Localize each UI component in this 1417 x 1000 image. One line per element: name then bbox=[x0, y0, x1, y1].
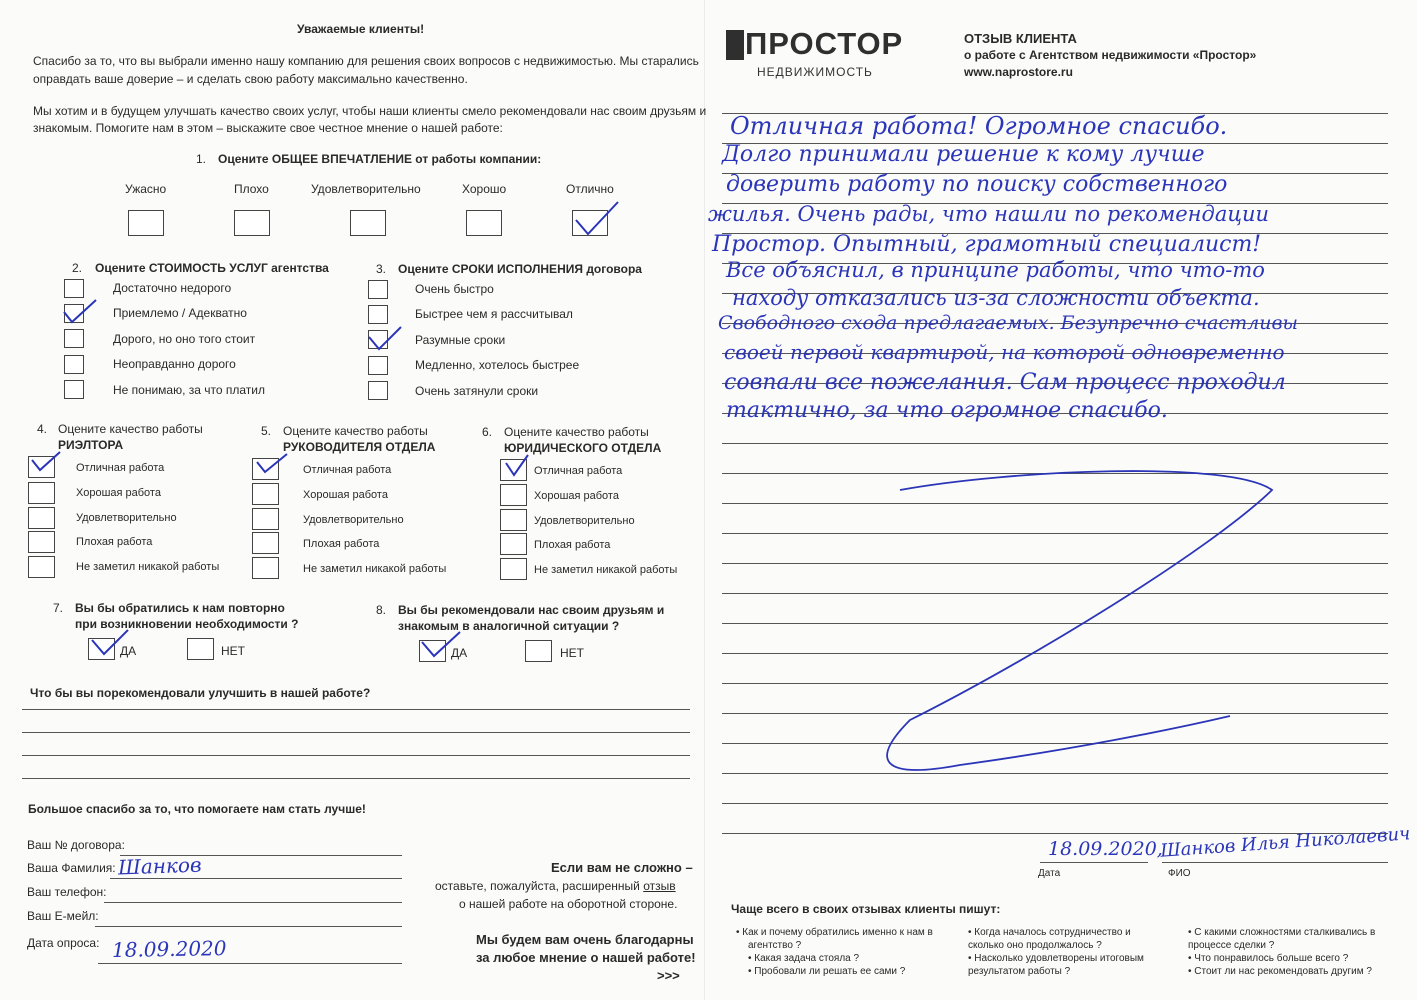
handwritten-review-line: Отличная работа! Огромное спасибо. bbox=[730, 112, 1228, 140]
q7-no-checkbox[interactable] bbox=[187, 638, 214, 660]
prompt-item: • С какими сложностями сталкивались в процессе сделки ? bbox=[1188, 927, 1376, 951]
q3-checkbox[interactable] bbox=[368, 305, 388, 324]
handwritten-review-line: находу отказались из-за сложности объекта. bbox=[732, 286, 1260, 310]
writing-line[interactable] bbox=[722, 713, 1388, 714]
writing-line[interactable] bbox=[722, 653, 1388, 654]
answer-line[interactable] bbox=[22, 732, 690, 733]
writing-line[interactable] bbox=[722, 593, 1388, 594]
q1-option-label: Плохо bbox=[234, 182, 269, 196]
writing-line[interactable] bbox=[722, 773, 1388, 774]
date-signature-line[interactable] bbox=[1040, 862, 1148, 863]
handwritten-review-line: Все объяснил, в принципе работы, что что-то bbox=[726, 258, 1265, 282]
q5-option-label: Плохая работа bbox=[303, 538, 380, 550]
prompt-item: • Что понравилось больше всего ? bbox=[1188, 953, 1349, 964]
q2-option-label: Дорого, но оно того стоит bbox=[113, 332, 256, 346]
q6-checkbox[interactable] bbox=[500, 509, 527, 531]
fio-caption: ФИО bbox=[1168, 868, 1191, 879]
q3-title: Оцените СРОКИ ИСПОЛНЕНИЯ договора bbox=[398, 262, 642, 276]
q8-no-checkbox[interactable] bbox=[525, 640, 552, 662]
q4-option-label: Хорошая работа bbox=[76, 487, 161, 499]
q6-option-label: Плохая работа bbox=[534, 539, 611, 551]
q6-checkbox[interactable] bbox=[500, 533, 527, 555]
q6-checkbox[interactable] bbox=[500, 484, 527, 506]
q7-yes-checkbox-checked[interactable] bbox=[88, 638, 115, 660]
q1-checkbox[interactable] bbox=[350, 210, 386, 236]
phone-label: Ваш телефон: bbox=[27, 885, 107, 899]
review-header-url[interactable]: www.naprostore.ru bbox=[964, 65, 1073, 79]
handwritten-signature-date: 18.09.2020, bbox=[1048, 838, 1163, 860]
answer-line[interactable] bbox=[22, 778, 690, 779]
writing-line[interactable] bbox=[722, 563, 1388, 564]
answer-line[interactable] bbox=[22, 709, 690, 710]
q3-number: 3. bbox=[376, 262, 387, 276]
improve-question: Что бы вы порекомендовали улучшить в нашей работе? bbox=[30, 686, 371, 700]
q4-option-label: Плохая работа bbox=[76, 536, 153, 548]
thanks-text: Большое спасибо за то, что помогаете нам стать лучше! bbox=[28, 802, 366, 816]
writing-line[interactable] bbox=[722, 473, 1388, 474]
handwritten-surname: Шанков bbox=[117, 852, 202, 880]
q1-checkbox-checked[interactable] bbox=[572, 210, 608, 236]
logo-mark-icon bbox=[726, 30, 744, 60]
reverse-text: о нашей работе на оборотной стороне. bbox=[459, 897, 678, 911]
q5-number: 5. bbox=[261, 424, 272, 438]
reverse-text-part: оставьте, пожалуйста, расширенный bbox=[435, 879, 644, 893]
contract-label: Ваш № договора: bbox=[27, 838, 125, 852]
prompt-item: • Стоит ли нас рекомендовать другим ? bbox=[1188, 966, 1372, 977]
writing-line[interactable] bbox=[722, 683, 1388, 684]
q3-option-label: Быстрее чем я рассчитывал bbox=[415, 307, 573, 321]
q1-checkbox[interactable] bbox=[128, 210, 164, 236]
handwritten-review-line: тактично, за что огромное спасибо. bbox=[726, 398, 1168, 423]
q3-option-label: Очень затянули сроки bbox=[415, 384, 539, 398]
q2-option-label: Не понимаю, за что платил bbox=[113, 383, 266, 397]
prompt-item: • Пробовали ли решать ее сами ? bbox=[748, 966, 906, 977]
q2-checkbox[interactable] bbox=[64, 329, 84, 348]
intro-line: Спасибо за то, что вы выбрали именно нашу компанию для решения своих вопросов с недвижимостью. Мы старались bbox=[33, 54, 699, 68]
handwritten-review-line: Свободного схода предлагаемых. Безупречно счастливы bbox=[718, 312, 1299, 334]
grateful-text: Мы будем вам очень благодарны bbox=[476, 932, 694, 947]
q6-checkbox[interactable] bbox=[500, 558, 527, 580]
q4-option-label: Отличная работа bbox=[76, 462, 165, 474]
q4-subject: РИЭЛТОРА bbox=[58, 438, 124, 452]
q3-checkbox[interactable] bbox=[368, 381, 388, 400]
q1-option-label: Удовлетворительно bbox=[311, 182, 421, 196]
q2-option-label: Неоправданно дорого bbox=[113, 357, 236, 371]
page-fold bbox=[704, 0, 705, 1000]
q7-question: при возникновении необходимости ? bbox=[75, 617, 299, 631]
q6-option-label: Хорошая работа bbox=[534, 490, 619, 502]
reverse-heading: Если вам не сложно – bbox=[551, 860, 693, 875]
q2-checkbox[interactable] bbox=[64, 355, 84, 374]
q2-checkbox-checked[interactable] bbox=[64, 304, 84, 323]
q1-option-label: Ужасно bbox=[125, 182, 167, 196]
blank-lines-strike-mark bbox=[870, 460, 1290, 790]
phone-field[interactable] bbox=[104, 902, 402, 903]
writing-line[interactable] bbox=[722, 743, 1388, 744]
review-header-subtitle: о работе с Агентством недвижимости «Простор» bbox=[964, 48, 1257, 62]
q1-title: Оцените ОБЩЕЕ ВПЕЧАТЛЕНИЕ от работы компании: bbox=[218, 152, 542, 166]
q4-number: 4. bbox=[37, 422, 48, 436]
reverse-link[interactable]: отзыв bbox=[643, 879, 676, 893]
q4-title: Оцените качество работы bbox=[58, 422, 203, 436]
q3-checkbox-checked[interactable] bbox=[368, 330, 388, 349]
prompt-item: • Как и почему обратились именно к нам в агентство ? bbox=[736, 927, 933, 951]
q8-yes-label: ДА bbox=[451, 646, 468, 660]
next-page-arrows: >>> bbox=[657, 968, 680, 983]
q6-number: 6. bbox=[482, 425, 493, 439]
q5-checkbox-checked[interactable] bbox=[252, 458, 279, 480]
q3-option-label: Разумные сроки bbox=[415, 333, 506, 347]
q4-checkbox[interactable] bbox=[28, 482, 55, 504]
handwritten-signature-name: Шанков Илья Николаевич bbox=[1159, 823, 1411, 862]
handwritten-review-line: Долго принимали решение к кому лучше bbox=[722, 142, 1205, 167]
q1-option-label: Отлично bbox=[566, 182, 614, 196]
reverse-text bbox=[435, 879, 676, 893]
prompts-title: Чаще всего в своих отзывах клиенты пишут: bbox=[731, 902, 1001, 916]
q5-checkbox[interactable] bbox=[252, 532, 279, 554]
writing-line[interactable] bbox=[722, 803, 1388, 804]
q4-checkbox[interactable] bbox=[28, 556, 55, 578]
q7-no-label: НЕТ bbox=[221, 644, 245, 658]
q7-number: 7. bbox=[53, 601, 64, 615]
q4-option-label: Не заметил никакой работы bbox=[76, 561, 220, 573]
logo-wordmark: ПРОСТОР bbox=[745, 26, 904, 61]
q3-option-label: Медленно, хотелось быстрее bbox=[415, 358, 580, 372]
q6-subject: ЮРИДИЧЕСКОГО ОТДЕЛА bbox=[504, 441, 662, 455]
survey-date-field[interactable] bbox=[98, 963, 402, 964]
surname-label: Ваша Фамилия: bbox=[27, 861, 116, 875]
q3-checkbox[interactable] bbox=[368, 356, 388, 375]
fio-signature-line[interactable] bbox=[1162, 862, 1388, 863]
prompts-column-3 bbox=[1176, 926, 1376, 978]
prompt-item: • Насколько удовлетворены итоговым результатом работы ? bbox=[968, 953, 1144, 977]
q2-checkbox[interactable] bbox=[64, 380, 84, 399]
q8-number: 8. bbox=[376, 603, 387, 617]
q2-checkbox[interactable] bbox=[64, 279, 84, 298]
q4-checkbox[interactable] bbox=[28, 531, 55, 553]
writing-line[interactable] bbox=[722, 623, 1388, 624]
q8-question: знакомым в аналогичной ситуации ? bbox=[398, 619, 620, 633]
q8-question: Вы бы рекомендовали нас своим друзьям и bbox=[398, 603, 665, 617]
greeting: Уважаемые клиенты! bbox=[297, 22, 425, 36]
q5-option-label: Удовлетворительно bbox=[303, 514, 404, 526]
handwritten-review-line: своей первой квартирой, на которой одновременно bbox=[724, 340, 1285, 364]
prompts-column-2 bbox=[956, 926, 1166, 978]
q7-question: Вы бы обратились к нам повторно bbox=[75, 601, 285, 615]
writing-line[interactable] bbox=[722, 503, 1388, 504]
prompts-column-1 bbox=[736, 926, 936, 978]
q8-yes-checkbox-checked[interactable] bbox=[419, 640, 446, 662]
q4-option-label: Удовлетворительно bbox=[76, 512, 177, 524]
q5-option-label: Хорошая работа bbox=[303, 489, 388, 501]
q2-option-label: Приемлемо / Адекватно bbox=[113, 306, 247, 320]
q3-checkbox[interactable] bbox=[368, 280, 388, 299]
handwritten-review-line: совпали все пожелания. Сам процесс проходил bbox=[724, 370, 1286, 395]
q5-option-label: Не заметил никакой работы bbox=[303, 563, 447, 575]
q5-option-label: Отличная работа bbox=[303, 464, 392, 476]
email-label: Ваш Е-мейл: bbox=[27, 909, 99, 923]
answer-line[interactable] bbox=[22, 755, 690, 756]
q6-option-label: Не заметил никакой работы bbox=[534, 564, 678, 576]
writing-line[interactable] bbox=[722, 533, 1388, 534]
handwritten-review-line: Простор. Опытный, грамотный специалист! bbox=[712, 232, 1262, 257]
q5-subject: РУКОВОДИТЕЛЯ ОТДЕЛА bbox=[283, 440, 436, 454]
q5-checkbox[interactable] bbox=[252, 557, 279, 579]
q4-checkbox[interactable] bbox=[28, 507, 55, 529]
handwritten-review-line: жилья. Очень рады, что нашли по рекомендации bbox=[708, 202, 1270, 226]
q2-number: 2. bbox=[72, 261, 83, 275]
q3-option-label: Очень быстро bbox=[415, 282, 494, 296]
date-caption: Дата bbox=[1038, 868, 1061, 879]
q2-option-label: Достаточно недорого bbox=[113, 281, 232, 295]
date-label: Дата опроса: bbox=[27, 936, 100, 950]
q6-option-label: Отличная работа bbox=[534, 465, 623, 477]
prompt-item: • Какая задача стояла ? bbox=[748, 953, 860, 964]
q7-yes-label: ДА bbox=[120, 644, 137, 658]
logo-subtitle: НЕДВИЖИМОСТЬ bbox=[757, 65, 873, 79]
q6-title: Оцените качество работы bbox=[504, 425, 649, 439]
q1-number: 1. bbox=[196, 152, 207, 166]
handwritten-survey-date: 18.09.2020 bbox=[111, 936, 227, 962]
q5-title: Оцените качество работы bbox=[283, 424, 428, 438]
q5-checkbox[interactable] bbox=[252, 483, 279, 505]
q5-checkbox[interactable] bbox=[252, 508, 279, 530]
q6-checkbox-checked[interactable] bbox=[500, 459, 527, 481]
intro-line: Мы хотим и в будущем улучшать качество своих услуг, чтобы наши клиенты смело рекомендовали нас своим друзьям и bbox=[33, 104, 707, 118]
review-header-title: ОТЗЫВ КЛИЕНТА bbox=[964, 31, 1077, 46]
q8-no-label: НЕТ bbox=[560, 646, 584, 660]
q1-checkbox[interactable] bbox=[234, 210, 270, 236]
q1-option-label: Хорошо bbox=[462, 182, 507, 196]
writing-line[interactable] bbox=[722, 443, 1388, 444]
q2-title: Оцените СТОИМОСТЬ УСЛУГ агентства bbox=[95, 261, 329, 275]
prompt-item: • Когда началось сотрудничество и сколько оно продолжалось ? bbox=[968, 927, 1131, 951]
intro-line: знакомым. Помогите нам в этом – выскажите свое честное мнение о нашей работе: bbox=[33, 121, 503, 135]
grateful-text: за любое мнение о нашей работе! bbox=[476, 950, 696, 965]
q6-option-label: Удовлетворительно bbox=[534, 515, 635, 527]
handwritten-review-line: доверить работу по поиску собственного bbox=[726, 172, 1228, 197]
intro-line: оправдать ваше доверие – и сделать свою работу максимально качественно. bbox=[33, 72, 468, 86]
email-field[interactable] bbox=[95, 926, 402, 927]
q4-checkbox-checked[interactable] bbox=[28, 456, 55, 478]
q1-checkbox[interactable] bbox=[466, 210, 502, 236]
